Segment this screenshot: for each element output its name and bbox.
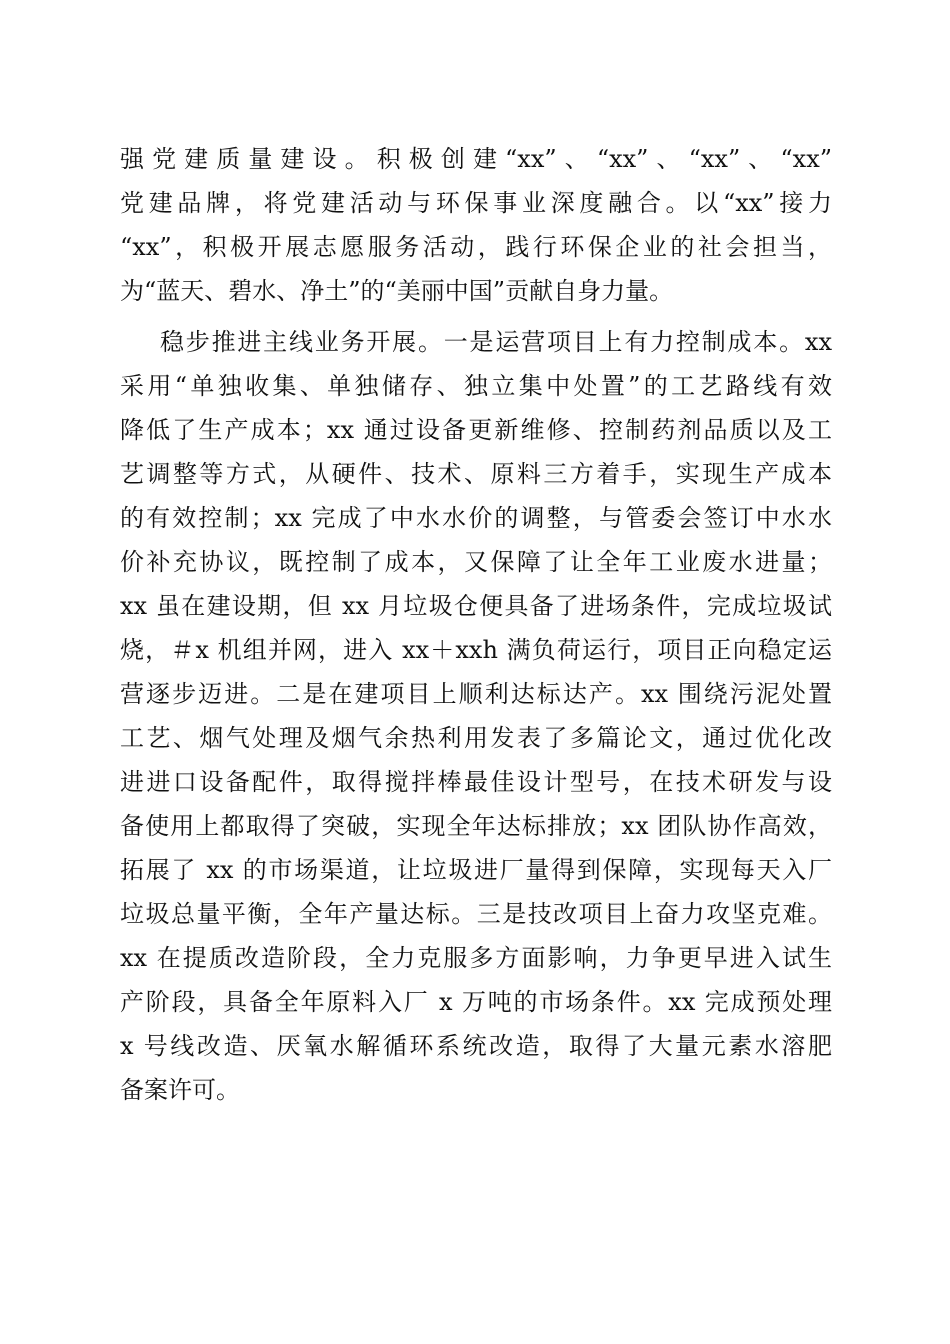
paragraph-2-line-6: 价补充协议，既控制了成本，又保障了让全年工业废水进量；	[120, 548, 832, 576]
paragraph-2-line-5: 的有效控制；xx 完成了中水水价的调整，与管委会签订中水水	[120, 504, 832, 532]
paragraph-2-line-2: 采用“单独收集、单独储存、独立集中处置”的工艺路线有效	[120, 372, 832, 400]
paragraph-2-line-16: 产阶段，具备全年原料入厂 x 万吨的市场条件。xx 完成预处理	[120, 988, 832, 1016]
paragraph-1-line-2: 党建品牌，将党建活动与环保事业深度融合。以“xx”接力	[120, 189, 832, 217]
paragraph-2-line-7: xx 虽在建设期，但 xx 月垃圾仓便具备了进场条件，完成垃圾试	[120, 592, 832, 620]
paragraph-2-line-3: 降低了生产成本；xx 通过设备更新维修、控制药剂品质以及工	[120, 416, 832, 444]
paragraph-2-line-17: x 号线改造、厌氧水解循环系统改造，取得了大量元素水溶肥	[120, 1032, 832, 1060]
paragraph-1-line-3: “xx”，积极开展志愿服务活动，践行环保企业的社会担当，	[120, 233, 832, 261]
paragraph-2-line-1: 稳步推进主线业务开展。一是运营项目上有力控制成本。xx	[160, 328, 832, 356]
paragraph-2-line-9: 营逐步迈进。二是在建项目上顺利达标达产。xx 围绕污泥处置	[120, 680, 832, 708]
paragraph-2-line-10: 工艺、烟气处理及烟气余热利用发表了多篇论文，通过优化改	[120, 724, 832, 752]
paragraph-2-line-15: xx 在提质改造阶段，全力克服多方面影响，力争更早进入试生	[120, 944, 832, 972]
paragraph-1-line-4: 为“蓝天、碧水、净土”的“美丽中国”贡献自身力量。	[120, 277, 674, 305]
paragraph-2-line-4: 艺调整等方式，从硬件、技术、原料三方着手，实现生产成本	[120, 460, 832, 488]
paragraph-2-line-13: 拓展了 xx 的市场渠道，让垃圾进厂量得到保障，实现每天入厂	[120, 856, 832, 884]
paragraph-2-line-14: 垃圾总量平衡，全年产量达标。三是技改项目上奋力攻坚克难。	[120, 900, 832, 928]
paragraph-1-line-1: 强党建质量建设。积极创建“xx”、“xx”、“xx”、“xx”	[120, 145, 832, 173]
paragraph-2-line-8: 烧，＃x 机组并网，进入 xx＋xxh 满负荷运行，项目正向稳定运	[120, 636, 832, 664]
paragraph-2-line-12: 备使用上都取得了突破，实现全年达标排放；xx 团队协作高效，	[120, 812, 832, 840]
paragraph-2-line-18: 备案许可。	[120, 1076, 240, 1104]
paragraph-2-line-11: 进进口设备配件，取得搅拌棒最佳设计型号，在技术研发与设	[120, 768, 832, 796]
